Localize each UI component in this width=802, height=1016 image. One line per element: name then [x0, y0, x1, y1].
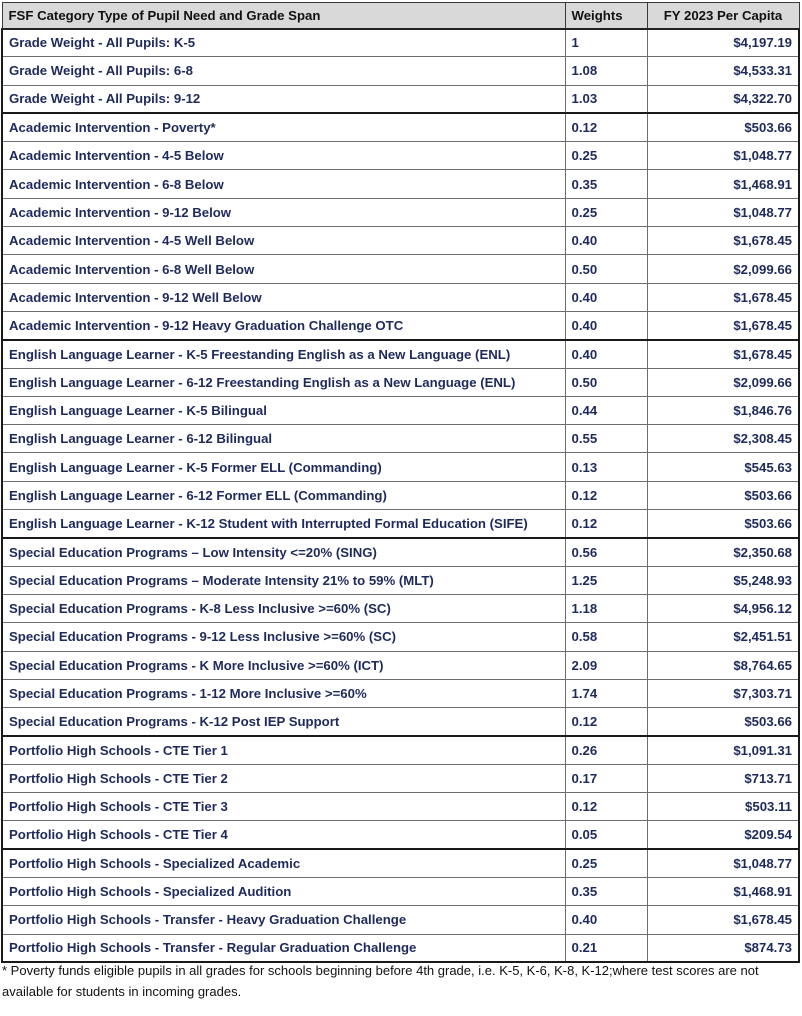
table-row [2, 396, 799, 424]
cell-category: Portfolio High Schools - CTE Tier 2 [2, 764, 565, 792]
table-row [2, 764, 799, 792]
table-row [2, 481, 799, 509]
cell-per-capita: $1,678.45 [647, 311, 799, 339]
cell-weight: 0.40 [565, 283, 647, 311]
cell-per-capita: $503.66 [647, 708, 799, 736]
table-row [2, 255, 799, 283]
cell-category: Portfolio High Schools - Specialized Academic [2, 849, 565, 877]
header-weights: Weights [565, 3, 647, 29]
table-row [2, 793, 799, 821]
table-row [2, 651, 799, 679]
cell-weight: 1.25 [565, 566, 647, 594]
table-row [2, 821, 799, 849]
cell-category: Special Education Programs - K-12 Post IEP Support [2, 708, 565, 736]
cell-weight: 1.18 [565, 594, 647, 622]
cell-per-capita: $8,764.65 [647, 651, 799, 679]
table-row [2, 283, 799, 311]
cell-category: Portfolio High Schools - Specialized Audition [2, 877, 565, 905]
cell-category: Special Education Programs - 1-12 More Inclusive >=60% [2, 679, 565, 707]
cell-category: Special Education Programs – Moderate Intensity 21% to 59% (MLT) [2, 566, 565, 594]
cell-weight: 0.40 [565, 906, 647, 934]
cell-weight: 0.50 [565, 368, 647, 396]
cell-weight: 0.26 [565, 736, 647, 764]
cell-per-capita: $1,468.91 [647, 170, 799, 198]
cell-weight: 0.12 [565, 481, 647, 509]
cell-per-capita: $503.66 [647, 481, 799, 509]
cell-category: Academic Intervention - 9-12 Below [2, 198, 565, 226]
table-row [2, 510, 799, 538]
cell-category: Portfolio High Schools - CTE Tier 4 [2, 821, 565, 849]
cell-category: Academic Intervention - 9-12 Well Below [2, 283, 565, 311]
table-row [2, 906, 799, 934]
header-per-capita: FY 2023 Per Capita [647, 3, 799, 29]
table-row [2, 708, 799, 736]
table-row [2, 425, 799, 453]
cell-category: Academic Intervention - 9-12 Heavy Graduation Challenge OTC [2, 311, 565, 339]
cell-per-capita: $1,678.45 [647, 906, 799, 934]
cell-weight: 0.35 [565, 170, 647, 198]
cell-category: Special Education Programs - K More Inclusive >=60% (ICT) [2, 651, 565, 679]
cell-per-capita: $1,678.45 [647, 340, 799, 368]
cell-weight: 0.25 [565, 198, 647, 226]
cell-per-capita: $1,048.77 [647, 849, 799, 877]
cell-per-capita: $2,350.68 [647, 538, 799, 566]
cell-per-capita: $545.63 [647, 453, 799, 481]
cell-per-capita: $1,048.77 [647, 142, 799, 170]
cell-weight: 1.08 [565, 57, 647, 85]
cell-weight: 0.56 [565, 538, 647, 566]
cell-weight: 0.17 [565, 764, 647, 792]
cell-category: English Language Learner - K-5 Freestanding English as a New Language (ENL) [2, 340, 565, 368]
cell-weight: 0.12 [565, 510, 647, 538]
cell-per-capita: $4,956.12 [647, 594, 799, 622]
cell-weight: 0.40 [565, 340, 647, 368]
footnote [2, 960, 798, 1002]
cell-category: Grade Weight - All Pupils: 6-8 [2, 57, 565, 85]
table-row [2, 736, 799, 764]
cell-per-capita: $7,303.71 [647, 679, 799, 707]
cell-weight: 0.05 [565, 821, 647, 849]
cell-category: Grade Weight - All Pupils: K-5 [2, 29, 565, 57]
cell-category: English Language Learner - 6-12 Bilingual [2, 425, 565, 453]
table-row [2, 85, 799, 113]
cell-weight: 2.09 [565, 651, 647, 679]
cell-per-capita: $4,533.31 [647, 57, 799, 85]
cell-category: English Language Learner - K-12 Student with Interrupted Formal Education (SIFE) [2, 510, 565, 538]
cell-per-capita: $503.66 [647, 113, 799, 141]
cell-per-capita: $1,091.31 [647, 736, 799, 764]
fsf-weights-table [1, 2, 800, 963]
cell-weight: 0.35 [565, 877, 647, 905]
cell-category: Portfolio High Schools - Transfer - Heavy Graduation Challenge [2, 906, 565, 934]
cell-category: Special Education Programs – Low Intensity <=20% (SING) [2, 538, 565, 566]
cell-per-capita: $503.66 [647, 510, 799, 538]
table-row [2, 227, 799, 255]
table-row [2, 453, 799, 481]
cell-weight: 0.12 [565, 113, 647, 141]
cell-weight: 1.74 [565, 679, 647, 707]
cell-category: English Language Learner - 6-12 Freestanding English as a New Language (ENL) [2, 368, 565, 396]
cell-weight: 0.25 [565, 849, 647, 877]
table-row [2, 29, 799, 57]
table-body [2, 29, 799, 963]
cell-per-capita: $2,451.51 [647, 623, 799, 651]
cell-category: Academic Intervention - 4-5 Well Below [2, 227, 565, 255]
cell-category: Portfolio High Schools - CTE Tier 3 [2, 793, 565, 821]
table-row [2, 538, 799, 566]
cell-weight: 0.55 [565, 425, 647, 453]
cell-per-capita: $874.73 [647, 934, 799, 962]
table-row [2, 679, 799, 707]
cell-category: Portfolio High Schools - CTE Tier 1 [2, 736, 565, 764]
cell-per-capita: $209.54 [647, 821, 799, 849]
table-header-row [2, 3, 799, 29]
cell-weight: 0.21 [565, 934, 647, 962]
cell-per-capita: $2,308.45 [647, 425, 799, 453]
cell-category: Academic Intervention - 6-8 Well Below [2, 255, 565, 283]
table-row [2, 340, 799, 368]
header-category: FSF Category Type of Pupil Need and Grade Span [2, 3, 565, 29]
cell-category: Special Education Programs - K-8 Less Inclusive >=60% (SC) [2, 594, 565, 622]
cell-category: Academic Intervention - Poverty* [2, 113, 565, 141]
cell-per-capita: $2,099.66 [647, 368, 799, 396]
cell-category: Academic Intervention - 4-5 Below [2, 142, 565, 170]
cell-per-capita: $1,846.76 [647, 396, 799, 424]
table-row [2, 198, 799, 226]
table-row [2, 566, 799, 594]
cell-per-capita: $1,468.91 [647, 877, 799, 905]
cell-category: English Language Learner - 6-12 Former ELL (Commanding) [2, 481, 565, 509]
table-row [2, 934, 799, 962]
cell-weight: 0.40 [565, 311, 647, 339]
table-row [2, 142, 799, 170]
cell-weight: 0.44 [565, 396, 647, 424]
table-row [2, 877, 799, 905]
cell-weight: 0.12 [565, 708, 647, 736]
cell-category: English Language Learner - K-5 Former ELL (Commanding) [2, 453, 565, 481]
table-row [2, 113, 799, 141]
cell-category: Academic Intervention - 6-8 Below [2, 170, 565, 198]
cell-category: Portfolio High Schools - Transfer - Regular Graduation Challenge [2, 934, 565, 962]
footnote-marker: * [2, 963, 8, 978]
table-row [2, 170, 799, 198]
cell-weight: 1.03 [565, 85, 647, 113]
footnote-text: Poverty funds eligible pupils in all grades for schools beginning before 4th grade, i.e. K-5, K-6, K-8, K-12;where test scores are not available for students in incoming grades. [2, 963, 759, 999]
cell-weight: 0.13 [565, 453, 647, 481]
table-row [2, 311, 799, 339]
cell-per-capita: $5,248.93 [647, 566, 799, 594]
table-row [2, 368, 799, 396]
table-row [2, 594, 799, 622]
cell-per-capita: $1,678.45 [647, 283, 799, 311]
table-row [2, 623, 799, 651]
cell-category: Grade Weight - All Pupils: 9-12 [2, 85, 565, 113]
cell-category: Special Education Programs - 9-12 Less Inclusive >=60% (SC) [2, 623, 565, 651]
cell-per-capita: $4,197.19 [647, 29, 799, 57]
cell-weight: 0.58 [565, 623, 647, 651]
table-row [2, 849, 799, 877]
cell-per-capita: $1,048.77 [647, 198, 799, 226]
table-row [2, 57, 799, 85]
cell-per-capita: $713.71 [647, 764, 799, 792]
cell-category: English Language Learner - K-5 Bilingual [2, 396, 565, 424]
cell-weight: 0.25 [565, 142, 647, 170]
cell-weight: 0.50 [565, 255, 647, 283]
cell-per-capita: $503.11 [647, 793, 799, 821]
cell-per-capita: $1,678.45 [647, 227, 799, 255]
cell-per-capita: $4,322.70 [647, 85, 799, 113]
cell-weight: 1 [565, 29, 647, 57]
cell-per-capita: $2,099.66 [647, 255, 799, 283]
cell-weight: 0.40 [565, 227, 647, 255]
cell-weight: 0.12 [565, 793, 647, 821]
